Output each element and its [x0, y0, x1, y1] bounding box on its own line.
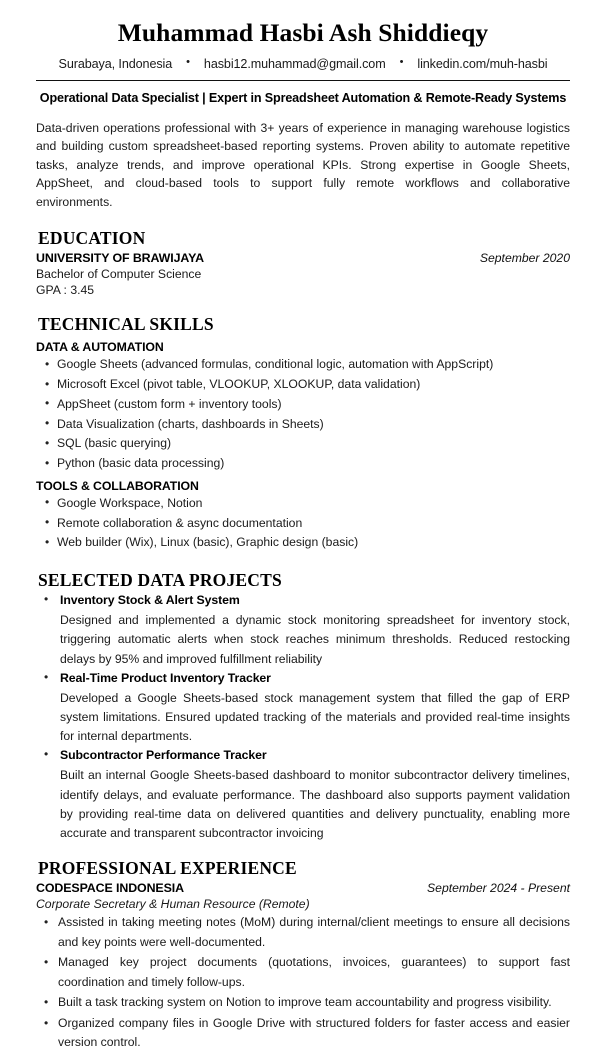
professional-summary: Data-driven operations professional with 3+ years of experience in managing warehouse logistics and building custom spreadsheet-based reporting systems. Proven ability to automate repetitive tasks, analyze trends, and improve operational KPIs. Strong expertise in Google Sheets, AppSheet, and cloud-based tools to support fully remote workflows and collaborative environments.: [36, 120, 570, 209]
skills-group-title: TOOLS & COLLABORATION: [36, 478, 199, 493]
list-item: • Managed key project documents (quotations, invoices, guarantees) to support fast coordination and timely follow-ups.: [36, 953, 570, 992]
list-item: • Assisted in taking meeting notes (MoM) during internal/client meetings to ensure all decisions and key points were well-documented.: [36, 913, 570, 952]
contact-email[interactable]: hasbi12.muhammad@gmail.com: [203, 56, 386, 71]
list-item: [36, 670, 570, 747]
skills-group-title: DATA & AUTOMATION: [36, 340, 164, 355]
contact-location: Surabaya, Indonesia: [58, 56, 173, 71]
projects-list: [36, 592, 570, 843]
education-degree: Bachelor of Computer Science: [36, 267, 202, 282]
skills-group-data-automation: [36, 340, 570, 474]
list-item: • AppSheet (custom form + inventory tools): [36, 395, 570, 415]
list-item: • Built a task tracking system on Notion to improve team accountability and progress visibility.: [36, 993, 570, 1013]
skills-list: [36, 355, 570, 474]
list-item: • Data Visualization (charts, dashboards in Sheets): [36, 415, 570, 435]
section-heading-technical-skills: TECHNICAL SKILLS: [38, 314, 214, 335]
project-title: • Inventory Stock & Alert System: [60, 593, 240, 608]
experience-date: September 2024 - Present: [427, 881, 570, 896]
bullet-separator-icon: •: [186, 56, 190, 69]
list-item: • Remote collaboration & async documentation: [36, 514, 570, 534]
education-entry-header: [36, 251, 570, 265]
list-item: • Google Sheets (advanced formulas, conditional logic, automation with AppScript): [36, 355, 570, 375]
list-item: • Google Workspace, Notion: [36, 494, 570, 514]
contact-linkedin[interactable]: linkedin.com/muh-hasbi: [417, 56, 548, 71]
list-item: [36, 592, 570, 669]
list-item: • Python (basic data processing): [36, 454, 570, 474]
list-item: • Organized company files in Google Drive with structured folders for faster access and easier version control.: [36, 1014, 570, 1053]
list-item: • Web builder (Wix), Linux (basic), Graphic design (basic): [36, 533, 570, 553]
project-description: Developed a Google Sheets-based stock management system that filled the gap of ERP system limitations. Ensured updated tracking of the materials and provided real-time insights for internal departments.: [60, 690, 570, 744]
education-gpa: GPA : 3.45: [36, 283, 95, 298]
headline-tagline: Operational Data Specialist | Expert in Spreadsheet Automation & Remote-Ready Systems: [39, 90, 567, 105]
list-item: • Microsoft Excel (pivot table, VLOOKUP, XLOOKUP, data validation): [36, 375, 570, 395]
experience-bullets: [36, 913, 570, 1053]
projects-section: [36, 570, 570, 843]
education-date: September 2020: [479, 251, 570, 266]
education-institution: UNIVERSITY OF BRAWIJAYA: [36, 251, 204, 266]
technical-skills-section: [36, 314, 570, 553]
project-description: Designed and implemented a dynamic stock monitoring spreadsheet for inventory stock, triggering automatic alerts when stock reaches minimum thresholds. Reduced restocking delays by 95% and improved fulfillment reliability: [60, 613, 570, 666]
section-heading-experience: PROFESSIONAL EXPERIENCE: [38, 858, 297, 879]
candidate-name: Muhammad Hasbi Ash Shiddieqy: [117, 18, 489, 47]
experience-company: CODESPACE INDONESIA: [36, 881, 184, 896]
bullet-separator-icon: •: [399, 56, 404, 69]
skills-group-tools-collaboration: [36, 479, 570, 553]
skills-list: [36, 494, 570, 553]
experience-role: Corporate Secretary & Human Resource (Remote): [36, 897, 310, 912]
project-title: • Real-Time Product Inventory Tracker: [60, 670, 271, 685]
project-title: • Subcontractor Performance Tracker: [60, 748, 267, 763]
experience-section: [36, 858, 570, 1053]
resume-header: [36, 18, 570, 105]
section-heading-education: EDUCATION: [38, 228, 146, 249]
header-divider: [36, 80, 570, 81]
list-item: • SQL (basic querying): [36, 434, 570, 454]
list-item: [36, 747, 570, 843]
education-section: [36, 228, 570, 297]
contact-row: [36, 57, 570, 71]
section-heading-projects: SELECTED DATA PROJECTS: [38, 570, 282, 591]
experience-entry-header: [36, 881, 570, 895]
project-description: Built an internal Google Sheets-based dashboard to monitor subcontractor delivery timelines, identify delays, and evaluate performance. The dashboard also supports payment validation by providing real-time data on delivered quantities and delivery punctuality, enabling more accurate and transparent subcontractor invoicing: [60, 768, 570, 841]
